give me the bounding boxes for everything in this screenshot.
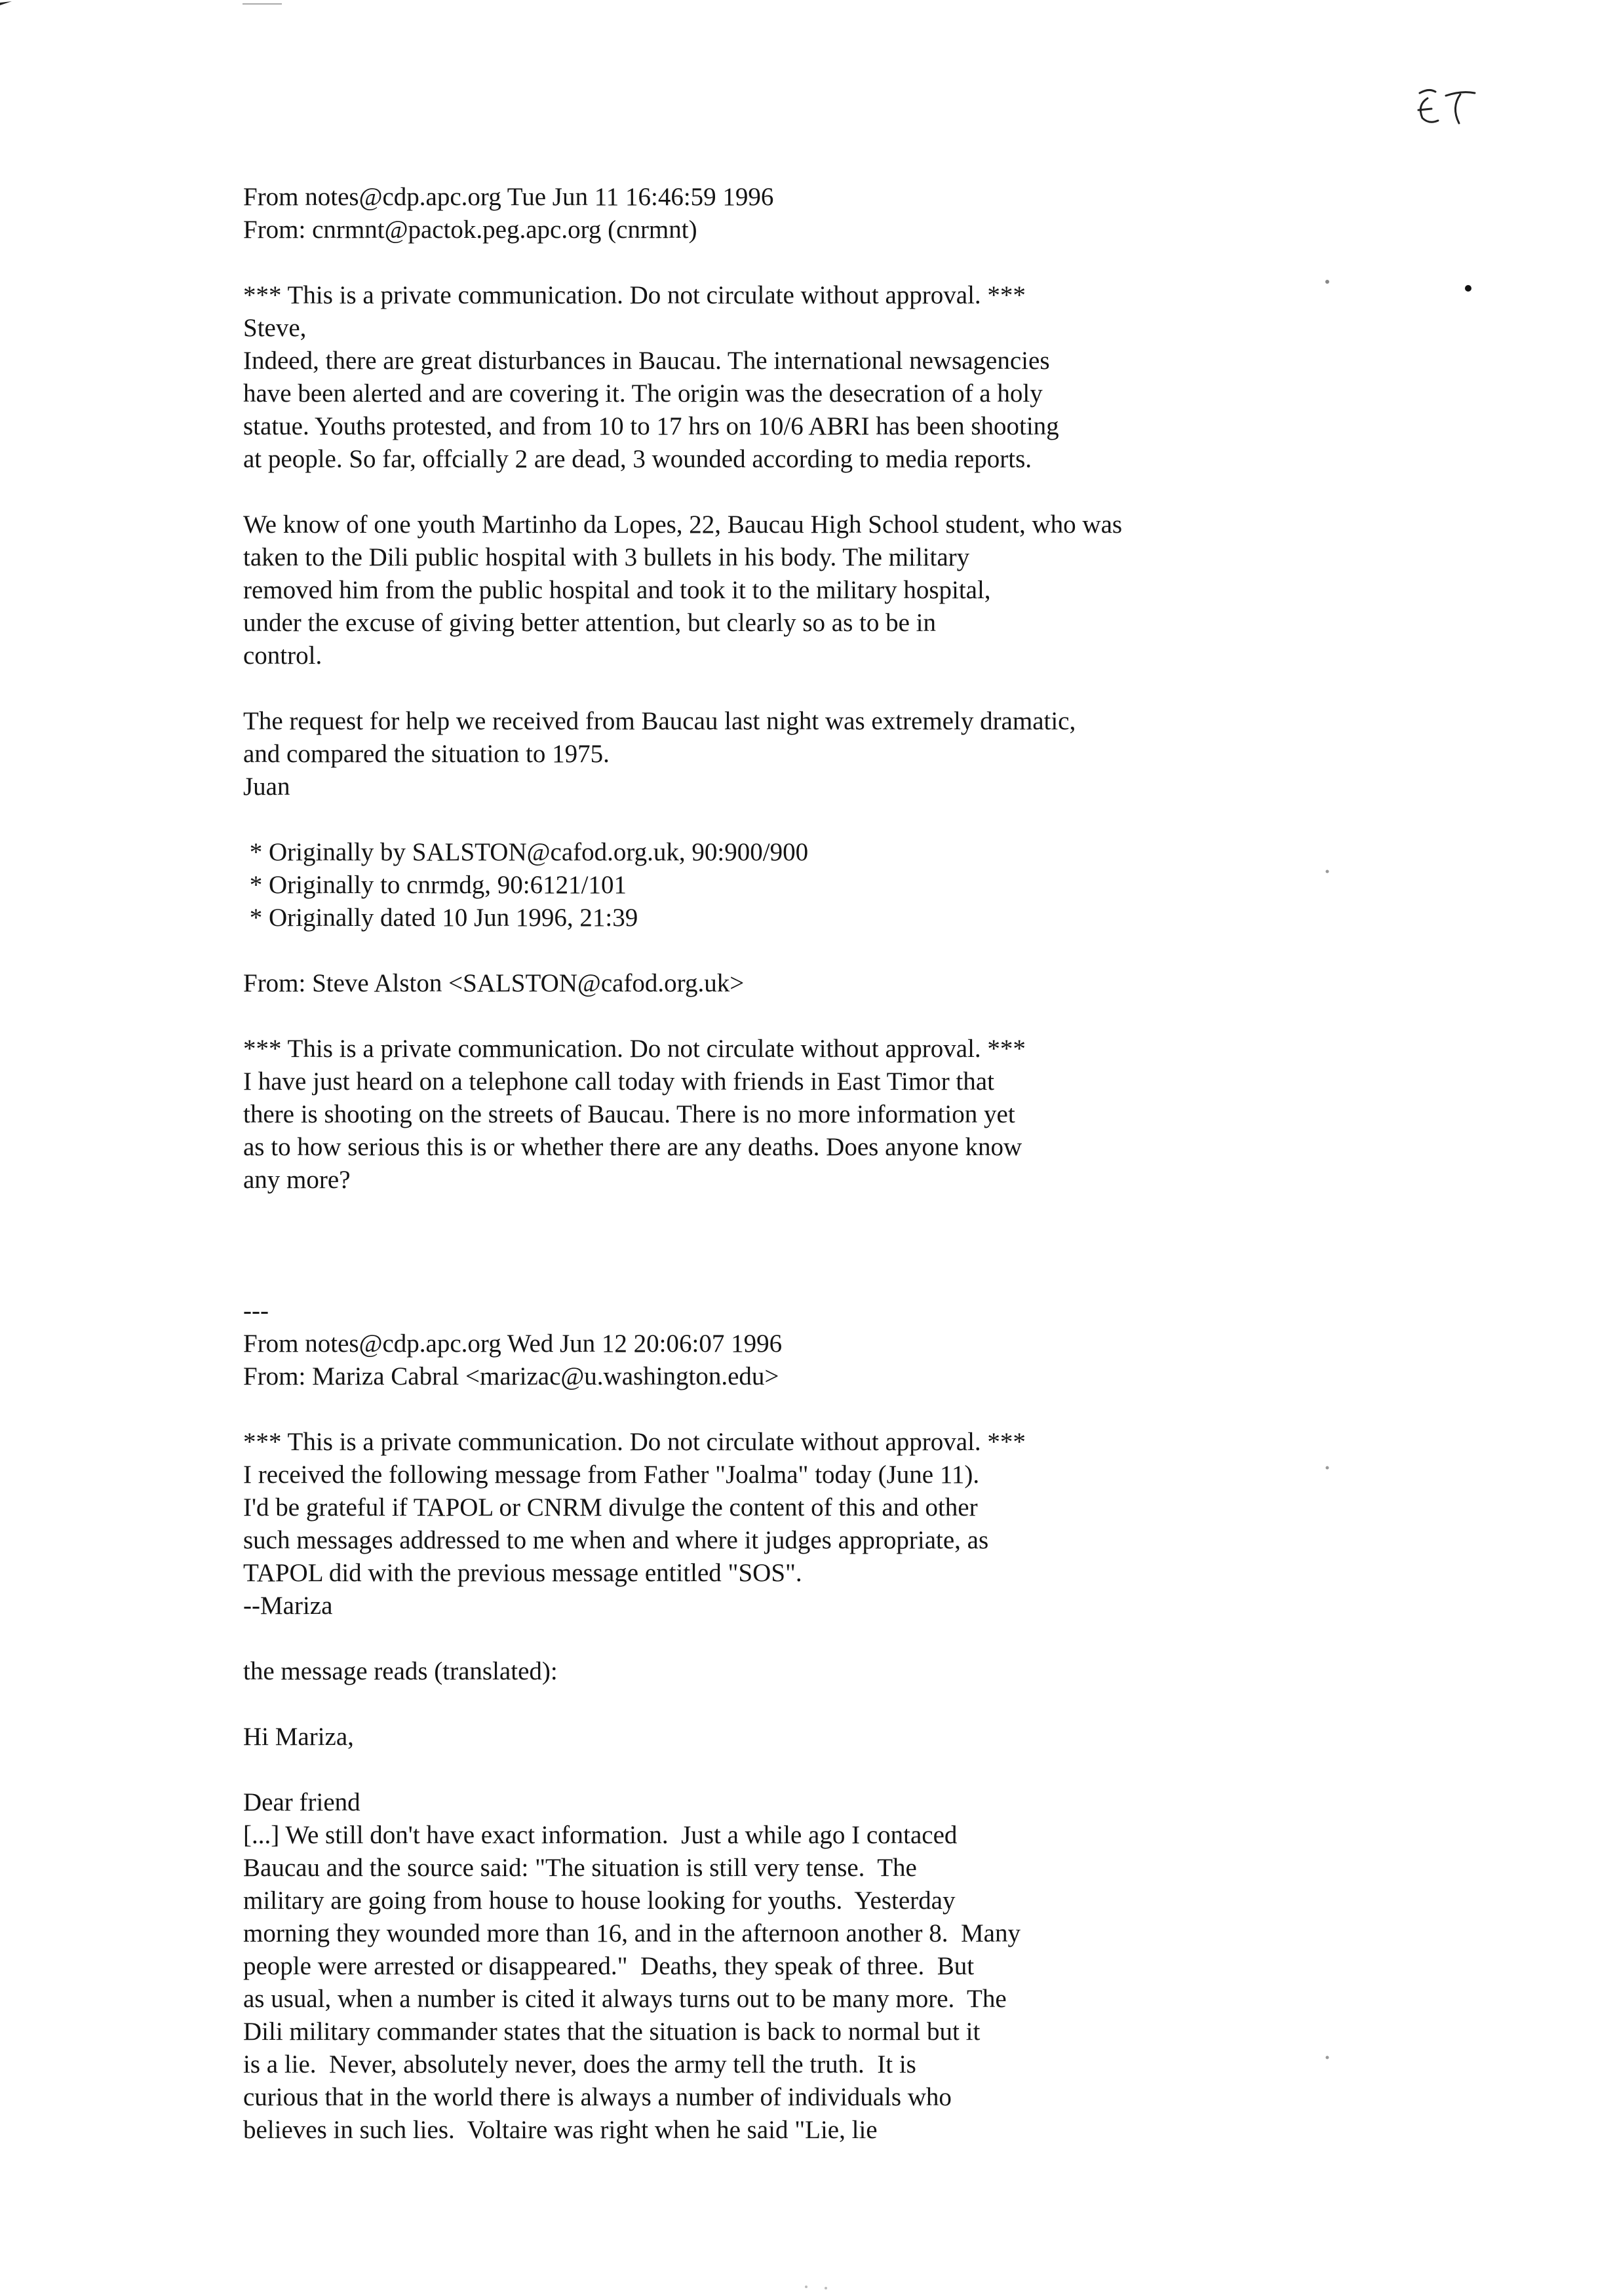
text-line: Indeed, there are great disturbances in Baucau. The international newsagencies <box>243 347 1050 375</box>
text-line: TAPOL did with the previous message entitled "SOS". <box>243 1559 802 1587</box>
text-line: *** This is a private communication. Do not circulate without approval. *** <box>243 281 1026 309</box>
text-line: Steve, <box>243 314 307 342</box>
text-line: Juan <box>243 773 290 801</box>
text-line: and compared the situation to 1975. <box>243 740 610 768</box>
text-line: Dear friend <box>243 1788 360 1816</box>
text-line: is a lie. Never, absolutely never, does the army tell the truth. It is <box>243 2050 916 2078</box>
text-line: morning they wounded more than 16, and in the afternoon another 8. Many <box>243 1919 1021 1947</box>
text-line: I have just heard on a telephone call today with friends in East Timor that <box>243 1067 994 1096</box>
text-line: *** This is a private communication. Do not circulate without approval. *** <box>243 1428 1026 1456</box>
text-line: as to how serious this is or whether there are any deaths. Does anyone know <box>243 1133 1022 1161</box>
blank-line <box>243 1393 1489 1426</box>
blank-line <box>243 1622 1489 1655</box>
text-line: under the excuse of giving better attention, but clearly so as to be in <box>243 609 937 637</box>
blank-line <box>243 803 1489 836</box>
text-line: From notes@cdp.apc.org Wed Jun 12 20:06:07 1996 <box>243 1330 783 1358</box>
text-line: Dili military commander states that the situation is back to normal but it <box>243 2018 981 2046</box>
blank-line <box>243 1262 1489 1295</box>
text-line: [...] We still don't have exact information. Just a while ago I contaced <box>243 1821 958 1849</box>
blank-line <box>243 1000 1489 1033</box>
text-line: military are going from house to house looking for youths. Yesterday <box>243 1886 956 1915</box>
text-line: I received the following message from Father "Joalma" today (June 11). <box>243 1461 980 1489</box>
text-line: * Originally by SALSTON@cafod.org.uk, 90:900/900 <box>243 838 809 866</box>
text-line: I'd be grateful if TAPOL or CNRM divulge the content of this and other <box>243 1493 978 1521</box>
text-line: From notes@cdp.apc.org Tue Jun 11 16:46:59 1996 <box>243 183 774 211</box>
text-line: Hi Mariza, <box>243 1723 354 1751</box>
text-line: * Originally to cnrmdg, 90:6121/101 <box>243 871 627 899</box>
text-line: control. <box>243 641 322 670</box>
blank-line <box>243 672 1489 705</box>
text-line: taken to the Dili public hospital with 3 bullets in his body. The military <box>243 543 970 571</box>
blank-line <box>243 1688 1489 1721</box>
blank-line <box>243 1753 1489 1786</box>
text-line: statue. Youths protested, and from 10 to 17 hrs on 10/6 ABRI has been shooting <box>243 412 1059 440</box>
text-line: * Originally dated 10 Jun 1996, 21:39 <box>243 904 638 932</box>
text-line: there is shooting on the streets of Baucau. There is no more information yet <box>243 1100 1015 1128</box>
text-line <box>243 1229 1489 1262</box>
text-line: people were arrested or disappeared." Deaths, they speak of three. But <box>243 1952 975 1980</box>
email-printout <box>243 181 1489 2147</box>
blank-line <box>243 246 1489 279</box>
text-line: We know of one youth Martinho da Lopes, 22, Baucau High School student, who was <box>243 510 1123 539</box>
text-line: *** This is a private communication. Do not circulate without approval. *** <box>243 1035 1026 1063</box>
text-line: such messages addressed to me when and where it judges appropriate, as <box>243 1526 989 1554</box>
text-line: any more? <box>243 1166 351 1194</box>
text-line: From: Mariza Cabral <marizac@u.washington.edu> <box>243 1362 779 1390</box>
text-line: as usual, when a number is cited it always turns out to be many more. The <box>243 1985 1007 2013</box>
text-line: --- <box>243 1297 269 1325</box>
text-line: --Mariza <box>243 1592 333 1620</box>
text-line: Baucau and the source said: "The situation is still very tense. The <box>243 1854 917 1882</box>
text-line: From: Steve Alston <SALSTON@cafod.org.uk> <box>243 969 745 997</box>
text-line: have been alerted and are covering it. The origin was the desecration of a holy <box>243 379 1043 408</box>
blank-line <box>243 934 1489 967</box>
blank-line <box>243 1196 1489 1229</box>
text-line: believes in such lies. Voltaire was right when he said "Lie, lie <box>243 2116 878 2144</box>
text-line: removed him from the public hospital and took it to the military hospital, <box>243 576 991 604</box>
text-line: From: cnrmnt@pactok.peg.apc.org (cnrmnt) <box>243 216 697 244</box>
text-line: the message reads (translated): <box>243 1657 558 1685</box>
blank-line <box>243 476 1489 508</box>
text-line: curious that in the world there is always a number of individuals who <box>243 2083 952 2111</box>
text-line: The request for help we received from Baucau last night was extremely dramatic, <box>243 707 1076 735</box>
text-line: at people. So far, offcially 2 are dead, 3 wounded according to media reports. <box>243 445 1032 473</box>
